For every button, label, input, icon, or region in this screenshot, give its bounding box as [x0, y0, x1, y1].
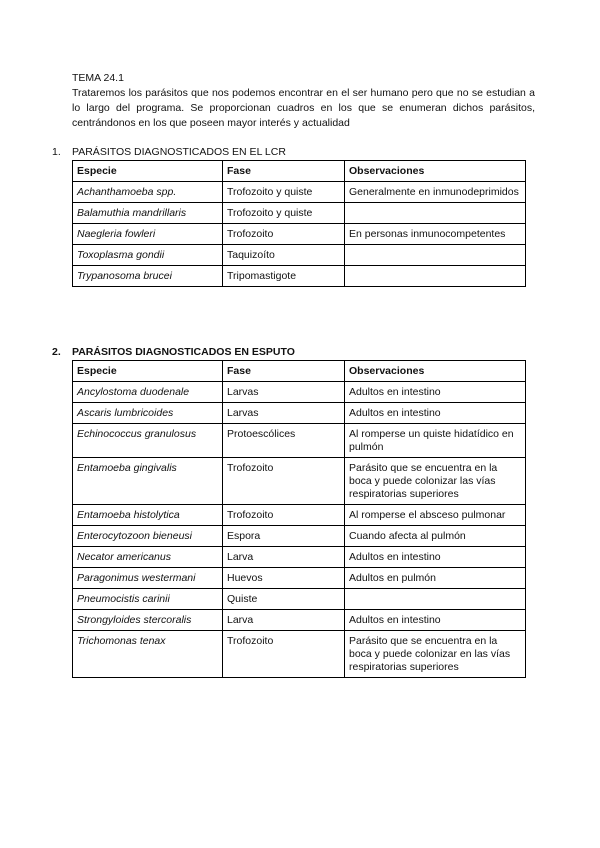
species-cell: Entamoeba gingivalis: [73, 458, 223, 505]
observations-cell: Adultos en intestino: [345, 610, 526, 631]
header-fase: Fase: [223, 161, 345, 182]
header-especie: Especie: [73, 361, 223, 382]
table-row: [73, 245, 526, 266]
observations-cell: Cuando afecta al pulmón: [345, 526, 526, 547]
phase-cell: Quiste: [223, 589, 345, 610]
esputo-parasites-table: [72, 360, 526, 678]
table-row: [73, 568, 526, 589]
observations-cell: Parásito que se encuentra en la boca y puede colonizar las vías respiratorias superiores: [345, 458, 526, 505]
table-row: [73, 424, 526, 458]
section-1-heading: [52, 146, 286, 158]
header-observaciones: Observaciones: [345, 361, 526, 382]
topic-label: TEMA 24.1: [72, 72, 124, 84]
table-row: [73, 224, 526, 245]
phase-cell: Larva: [223, 610, 345, 631]
observations-cell: [345, 203, 526, 224]
phase-cell: Protoescólices: [223, 424, 345, 458]
table-row: [73, 505, 526, 526]
species-cell: Toxoplasma gondii: [73, 245, 223, 266]
observations-cell: Adultos en intestino: [345, 403, 526, 424]
table-row: [73, 458, 526, 505]
observations-cell: Al romperse el absceso pulmonar: [345, 505, 526, 526]
table-row: [73, 631, 526, 678]
observations-cell: En personas inmunocompetentes: [345, 224, 526, 245]
phase-cell: Larvas: [223, 403, 345, 424]
phase-cell: Larvas: [223, 382, 345, 403]
header-observaciones: Observaciones: [345, 161, 526, 182]
table-header-row: [73, 161, 526, 182]
section-2-heading: [52, 346, 295, 358]
species-cell: Ascaris lumbricoides: [73, 403, 223, 424]
species-cell: Pneumocistis carinii: [73, 589, 223, 610]
phase-cell: Trofozoito y quiste: [223, 203, 345, 224]
species-cell: Trichomonas tenax: [73, 631, 223, 678]
species-cell: Balamuthia mandrillaris: [73, 203, 223, 224]
observations-cell: Adultos en pulmón: [345, 568, 526, 589]
section-2-title: PARÁSITOS DIAGNOSTICADOS EN ESPUTO: [72, 346, 295, 358]
phase-cell: Trofozoito: [223, 505, 345, 526]
section-1-title: PARÁSITOS DIAGNOSTICADOS EN EL LCR: [72, 146, 286, 158]
table-row: [73, 403, 526, 424]
species-cell: Necator americanus: [73, 547, 223, 568]
phase-cell: Tripomastigote: [223, 266, 345, 287]
species-cell: Echinococcus granulosus: [73, 424, 223, 458]
phase-cell: Espora: [223, 526, 345, 547]
species-cell: Strongyloides stercoralis: [73, 610, 223, 631]
table-row: [73, 610, 526, 631]
lcr-parasites-table: [72, 160, 526, 287]
section-2-number: 2.: [52, 346, 61, 358]
esputo-table-body: [73, 382, 526, 678]
species-cell: Trypanosoma brucei: [73, 266, 223, 287]
lcr-table-body: [73, 182, 526, 287]
phase-cell: Trofozoito: [223, 631, 345, 678]
observations-cell: Generalmente en inmunodeprimidos: [345, 182, 526, 203]
phase-cell: Taquizoíto: [223, 245, 345, 266]
observations-cell: Parásito que se encuentra en la boca y puede colonizar en las vías respiratorias superiores: [345, 631, 526, 678]
species-cell: Achanthamoeba spp.: [73, 182, 223, 203]
species-cell: Naegleria fowleri: [73, 224, 223, 245]
section-1-number: 1.: [52, 146, 61, 158]
table-row: [73, 547, 526, 568]
species-cell: Enterocytozoon bieneusi: [73, 526, 223, 547]
phase-cell: Trofozoito: [223, 224, 345, 245]
species-cell: Paragonimus westermani: [73, 568, 223, 589]
table-row: [73, 182, 526, 203]
observations-cell: [345, 266, 526, 287]
table-row: [73, 266, 526, 287]
observations-cell: [345, 589, 526, 610]
table-row: [73, 203, 526, 224]
phase-cell: Trofozoito: [223, 458, 345, 505]
table-header-row: [73, 361, 526, 382]
table-row: [73, 382, 526, 403]
phase-cell: Huevos: [223, 568, 345, 589]
header-especie: Especie: [73, 161, 223, 182]
header-fase: Fase: [223, 361, 345, 382]
species-cell: Ancylostoma duodenale: [73, 382, 223, 403]
intro-paragraph: Trataremos los parásitos que nos podemos encontrar en el ser humano pero que no se estudian a lo largo del programa. Se proporcionan cuadros en los que se enumeran dichos parásitos, centrándonos en los que poseen mayor interés y actualidad: [72, 87, 535, 129]
table-row: [73, 526, 526, 547]
phase-cell: Trofozoito y quiste: [223, 182, 345, 203]
observations-cell: Adultos en intestino: [345, 382, 526, 403]
observations-cell: Adultos en intestino: [345, 547, 526, 568]
observations-cell: Al romperse un quiste hidatídico en pulmón: [345, 424, 526, 458]
table-row: [73, 589, 526, 610]
observations-cell: [345, 245, 526, 266]
phase-cell: Larva: [223, 547, 345, 568]
species-cell: Entamoeba histolytica: [73, 505, 223, 526]
